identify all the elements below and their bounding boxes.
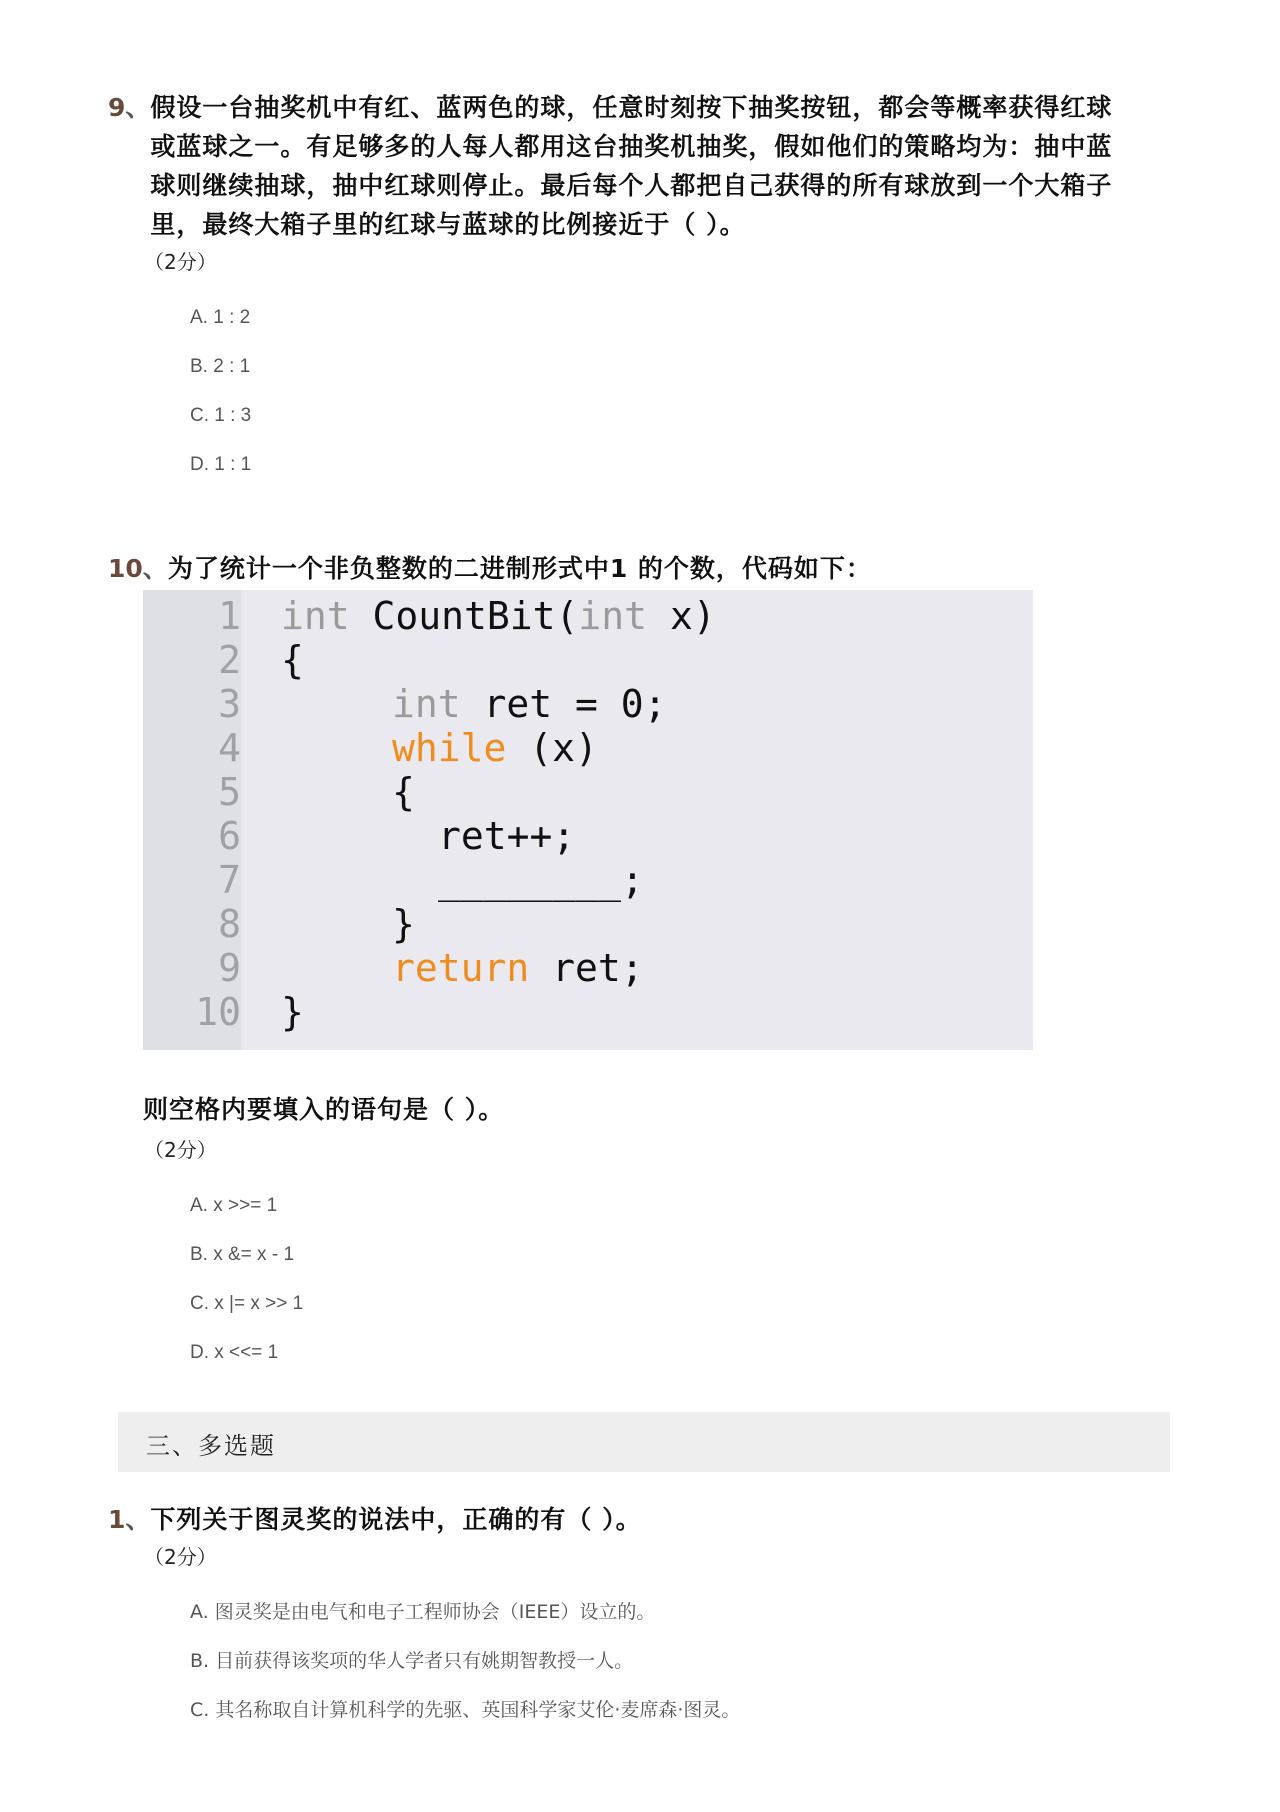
- option-b[interactable]: B. 2 : 1: [190, 356, 251, 377]
- question-score: （2分）: [144, 1138, 217, 1162]
- option-d[interactable]: D. 1 : 1: [190, 454, 252, 475]
- question-10: [108, 549, 1138, 588]
- option-b[interactable]: B. 目前获得该奖项的华人学者只有姚期智教授一人。: [190, 1650, 634, 1672]
- question-text: 为了统计一个非负整数的二进制形式中1 的个数，代码如下：: [167, 554, 872, 583]
- code-line-8: }: [392, 902, 415, 946]
- code-line-6: ret++;: [438, 814, 576, 858]
- question-text: 下列关于图灵奖的说法中，正确的有（ ）。: [150, 1505, 642, 1534]
- question-text: 假设一台抽奖机中有红、蓝两色的球，任意时刻按下抽奖按钮，都会等概率获得红球或蓝球之一。有足够多的人每人都用这台抽奖机抽奖，假如他们的策略均为：抽中蓝球则继续抽球，抽中红球则停止。最后每个人都把自己获得的所有球放到一个大箱子里，最终大箱子里的红球与蓝球的比例接近于（ ）。: [150, 93, 1113, 239]
- question-number: 9、: [108, 93, 151, 122]
- option-a[interactable]: A. x >>= 1: [190, 1195, 278, 1216]
- section-title: 三、多选题: [146, 1432, 276, 1460]
- code-line-2: {: [281, 638, 304, 682]
- line-number: 1: [218, 594, 241, 638]
- question-score: （2分）: [144, 1545, 217, 1569]
- option-a[interactable]: A. 图灵奖是由电气和电子工程师协会（IEEE）设立的。: [190, 1601, 656, 1623]
- line-number: 8: [218, 902, 241, 946]
- code-line-10: }: [281, 990, 304, 1034]
- question-10-header: [108, 549, 1138, 588]
- line-number: 2: [218, 638, 241, 682]
- line-number: 4: [218, 726, 241, 770]
- code-line-5: {: [392, 770, 415, 814]
- option-d[interactable]: D. x <<= 1: [190, 1342, 279, 1363]
- option-list: [190, 1588, 1138, 1735]
- option-c[interactable]: C. 其名称取自计算机科学的先驱、英国科学家艾伦·麦席森·图灵。: [190, 1699, 741, 1721]
- code-line-3: int ret = 0;: [392, 682, 667, 726]
- question-10-answers: [108, 1132, 1138, 1377]
- option-a[interactable]: A. 1 : 2: [190, 307, 251, 328]
- line-number: 5: [218, 770, 241, 814]
- question-header: [108, 1500, 1138, 1539]
- code-line-9: return ret;: [392, 946, 644, 990]
- line-number: 10: [195, 990, 241, 1034]
- question-9: [108, 88, 1138, 489]
- line-number: 9: [218, 946, 241, 990]
- question-number: 10、: [108, 554, 168, 583]
- option-list: [190, 1181, 1138, 1377]
- line-number-gutter: [143, 590, 241, 1050]
- section-header: [118, 1412, 1170, 1472]
- option-list: [190, 293, 1138, 489]
- multi-question-1: [108, 1500, 1138, 1735]
- question-subtext: 则空格内要填入的语句是（ ）。: [143, 1095, 505, 1124]
- question-9-header: [108, 88, 1138, 244]
- option-c[interactable]: C. 1 : 3: [190, 405, 252, 426]
- option-b[interactable]: B. x &= x - 1: [190, 1244, 295, 1265]
- code-line-1: int CountBit(int x): [281, 594, 716, 638]
- code-line-7: ________;: [438, 858, 644, 902]
- question-score: （2分）: [144, 250, 217, 274]
- line-number: 7: [218, 858, 241, 902]
- code-line-4: while (x): [392, 726, 598, 770]
- line-number: 6: [218, 814, 241, 858]
- question-number: 1、: [108, 1505, 151, 1534]
- line-number: 3: [218, 682, 241, 726]
- option-c[interactable]: C. x |= x >> 1: [190, 1293, 304, 1314]
- code-block: [143, 590, 1033, 1050]
